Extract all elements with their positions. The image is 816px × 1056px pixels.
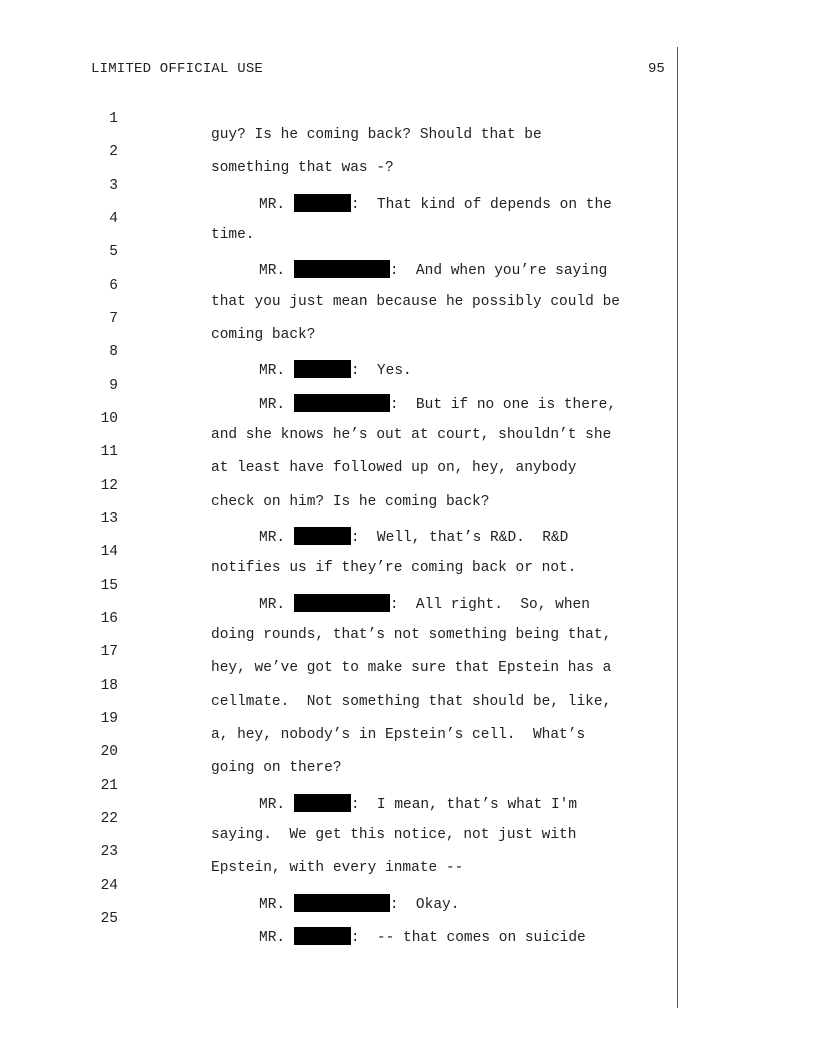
line-text: and she knows he’s out at court, shouldn’t she	[211, 427, 612, 443]
line-text: saying. We get this notice, not just with	[211, 827, 577, 843]
transcript-line	[0, 695, 816, 743]
transcript-line	[0, 362, 816, 413]
line-text	[259, 927, 586, 946]
transcript-line	[0, 295, 816, 343]
transcript-line	[0, 228, 816, 279]
line-number: 11	[100, 444, 118, 460]
line-number: 8	[109, 344, 118, 360]
speaker-prefix: MR.	[259, 797, 294, 813]
line-number: 16	[100, 611, 118, 627]
line-number: 20	[100, 744, 118, 760]
line-number: 15	[100, 578, 118, 594]
transcript-line	[0, 528, 816, 576]
line-number: 5	[109, 244, 118, 260]
line-text: going on there?	[211, 760, 342, 776]
speaker-text: : Well, that’s R&D. R&D	[350, 530, 569, 546]
line-number: 9	[109, 378, 118, 394]
classification-header: LIMITED OFFICIAL USE	[91, 61, 264, 77]
speaker-text: : And when you’re saying	[389, 263, 608, 279]
transcript-line	[0, 628, 816, 676]
transcript-line	[0, 328, 816, 379]
transcript-line	[0, 128, 816, 176]
line-number: 13	[100, 511, 118, 527]
transcript-line	[0, 562, 816, 613]
transcript-line	[0, 462, 816, 510]
speaker-prefix: MR.	[259, 197, 294, 213]
line-text: doing rounds, that’s not something being that,	[211, 627, 612, 643]
speaker-text: : All right. So, when	[389, 597, 590, 613]
page-number: 95	[648, 61, 665, 77]
line-number: 24	[100, 878, 118, 894]
line-text: coming back?	[211, 327, 316, 343]
transcript-line	[0, 828, 816, 876]
transcript-line	[0, 162, 816, 213]
line-number: 12	[100, 478, 118, 494]
transcript-line	[0, 195, 816, 243]
speaker-text: : That kind of depends on the	[350, 197, 612, 213]
redaction-box	[294, 927, 351, 945]
line-text: something that was -?	[211, 160, 394, 176]
speaker-prefix: MR.	[259, 897, 294, 913]
line-number: 22	[100, 811, 118, 827]
transcript-line	[0, 495, 816, 546]
line-text: time.	[211, 227, 255, 243]
line-text: check on him? Is he coming back?	[211, 494, 490, 510]
line-number: 1	[109, 111, 118, 127]
speaker-prefix: MR.	[259, 263, 294, 279]
line-number: 19	[100, 711, 118, 727]
line-number: 21	[100, 778, 118, 794]
transcript-line	[0, 762, 816, 813]
line-number: 7	[109, 311, 118, 327]
line-number: 17	[100, 644, 118, 660]
transcript-line	[0, 895, 816, 946]
line-text: cellmate. Not something that should be, like,	[211, 694, 612, 710]
line-number: 23	[100, 844, 118, 860]
line-number: 4	[109, 211, 118, 227]
speaker-text: : Yes.	[350, 363, 412, 379]
line-text: guy? Is he coming back? Should that be	[211, 127, 542, 143]
speaker-prefix: MR.	[259, 363, 294, 379]
transcript-line	[0, 662, 816, 710]
transcript-line	[0, 395, 816, 443]
speaker-text: : Okay.	[389, 897, 460, 913]
transcript-line	[0, 262, 816, 310]
speaker-prefix: MR.	[259, 530, 294, 546]
line-number: 3	[109, 178, 118, 194]
line-number: 25	[100, 911, 118, 927]
speaker-text: : I mean, that’s what I'm	[350, 797, 578, 813]
line-number: 10	[100, 411, 118, 427]
line-number: 2	[109, 144, 118, 160]
line-number: 14	[100, 544, 118, 560]
speaker-prefix: MR.	[259, 597, 294, 613]
line-text: at least have followed up on, hey, anybody	[211, 460, 577, 476]
transcript-line	[0, 862, 816, 913]
transcript-line	[0, 795, 816, 843]
speaker-prefix: MR.	[259, 930, 294, 946]
transcript-line	[0, 95, 816, 143]
line-text: hey, we’ve got to make sure that Epstein has a	[211, 660, 612, 676]
transcript-line	[0, 728, 816, 776]
line-number: 6	[109, 278, 118, 294]
transcript-line	[0, 595, 816, 643]
line-text: notifies us if they’re coming back or not.	[211, 560, 577, 576]
line-text: that you just mean because he possibly could be	[211, 294, 620, 310]
line-text: Epstein, with every inmate --	[211, 860, 464, 876]
speaker-text: : But if no one is there,	[389, 397, 617, 413]
speaker-prefix: MR.	[259, 397, 294, 413]
speaker-text: : -- that comes on suicide	[350, 930, 586, 946]
transcript-line	[0, 428, 816, 476]
line-number: 18	[100, 678, 118, 694]
line-text: a, hey, nobody’s in Epstein’s cell. What’s	[211, 727, 586, 743]
